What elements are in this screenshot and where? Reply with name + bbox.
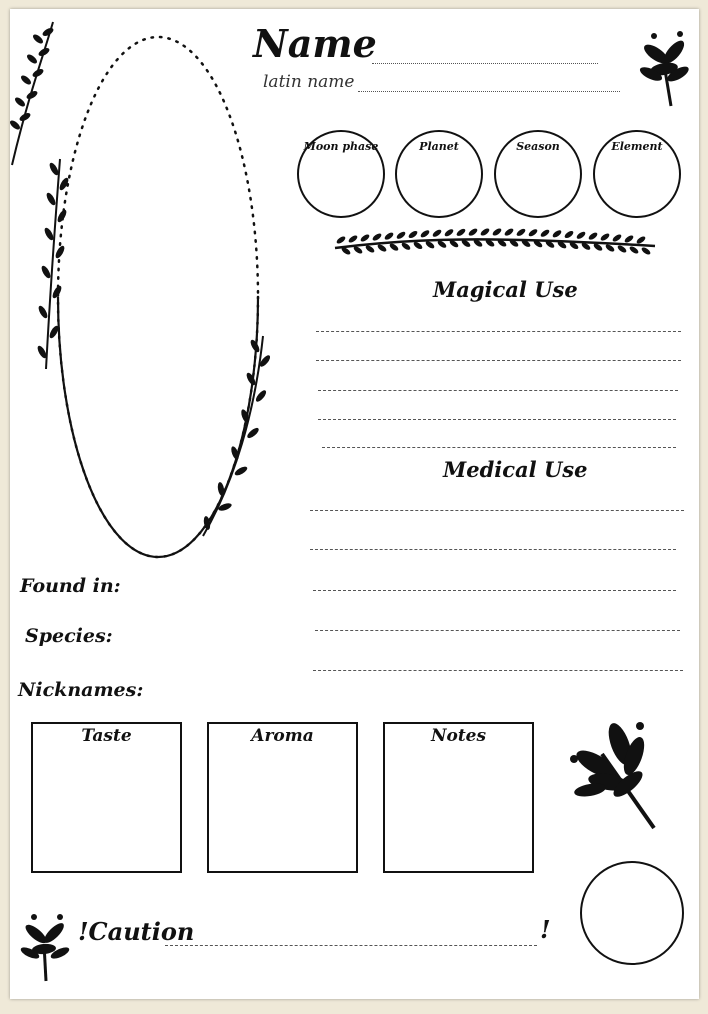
leaf-sprig-icon — [195, 331, 270, 541]
caution-label: !Caution — [78, 917, 195, 946]
medical-use-line[interactable] — [313, 670, 683, 671]
magical-use-line[interactable] — [316, 360, 681, 361]
extra-circle[interactable] — [580, 861, 684, 965]
element-circle[interactable] — [593, 130, 681, 218]
name-label: Name — [253, 21, 377, 66]
taste-box[interactable] — [31, 722, 182, 873]
season-circle[interactable] — [494, 130, 582, 218]
leaf-sprig-icon — [30, 154, 70, 374]
nicknames-label: Nicknames: — [18, 679, 144, 701]
found-in-label: Found in: — [20, 575, 121, 597]
species-label: Species: — [25, 625, 113, 647]
planet-circle[interactable] — [395, 130, 483, 218]
flower-bouquet-icon — [636, 24, 696, 109]
aroma-label: Aroma — [251, 726, 314, 746]
medical-use-line[interactable] — [310, 549, 676, 550]
magical-use-line[interactable] — [318, 419, 676, 420]
taste-label: Taste — [81, 726, 132, 746]
magical-use-title: Magical Use — [433, 277, 578, 302]
flower-bouquet-icon — [562, 704, 662, 834]
medical-use-line[interactable] — [310, 510, 684, 511]
flower-bouquet-icon — [18, 909, 76, 984]
magical-use-line[interactable] — [322, 447, 676, 448]
latin-name-label: latin name — [263, 72, 355, 92]
notes-box[interactable] — [383, 722, 534, 873]
season-label: Season — [516, 140, 560, 153]
element-label: Element — [611, 140, 663, 153]
medical-use-line[interactable] — [315, 630, 680, 631]
herb-page — [10, 9, 699, 999]
aroma-box[interactable] — [207, 722, 358, 873]
caution-line[interactable] — [165, 945, 537, 946]
moon-phase-circle[interactable] — [297, 130, 385, 218]
notes-label: Notes — [430, 726, 487, 746]
medical-use-line[interactable] — [313, 590, 676, 591]
moon-phase-label: Moon phase — [303, 140, 379, 153]
latin-name-field[interactable] — [358, 91, 620, 92]
vine-divider-icon — [333, 222, 659, 258]
magical-use-line[interactable] — [316, 331, 681, 332]
magical-use-line[interactable] — [318, 390, 678, 391]
planet-label: Planet — [419, 140, 459, 153]
caution-end-mark: ! — [540, 915, 551, 944]
medical-use-title: Medical Use — [443, 457, 588, 482]
name-field[interactable] — [372, 63, 598, 64]
